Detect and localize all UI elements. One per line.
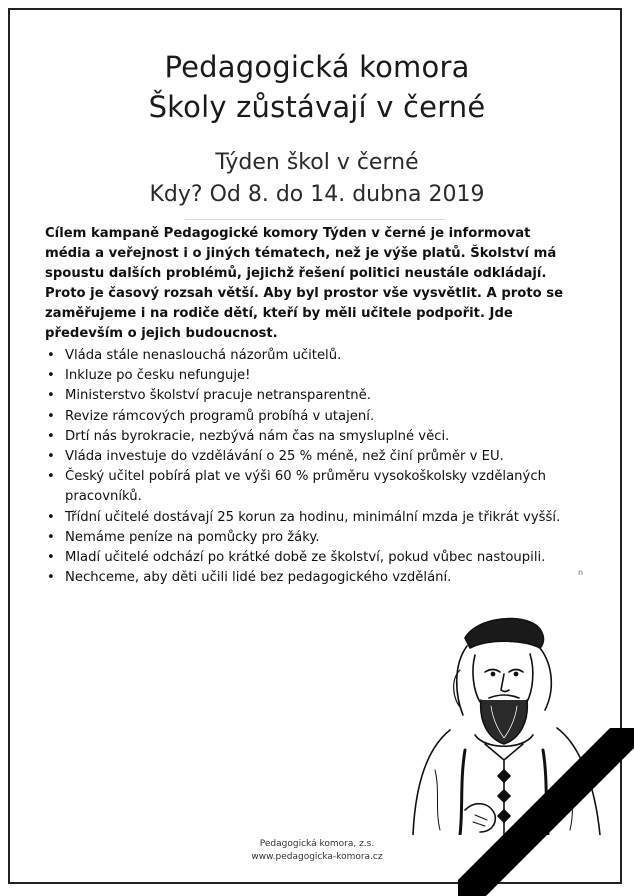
title-line-1: Pedagogická komora bbox=[164, 50, 470, 84]
list-item: • Mladí učitelé odchází po krátké době ze školství, pokud vůbec nastoupili. bbox=[45, 548, 575, 568]
list-item: • Vláda investuje do vzdělávání o 25 % méně, než činí průměr v EU. bbox=[45, 447, 575, 467]
stray-mark: n bbox=[578, 568, 584, 577]
list-item: • Český učitel pobírá plat ve výši 60 % průměru vysokoškolsky vzdělaných pracovníků. bbox=[45, 467, 575, 507]
list-item: • Nemáme peníze na pomůcky pro žáky. bbox=[45, 528, 575, 548]
list-item: • Nechceme, aby děti učili lidé bez pedagogického vzdělání. bbox=[45, 568, 575, 588]
divider bbox=[185, 219, 445, 220]
list-item: • Třídní učitelé dostávají 25 korun za hodinu, minimální mzda je třikrát vyšší. bbox=[45, 508, 575, 528]
footer-org: Pedagogická komora, z.s. bbox=[259, 839, 375, 849]
list-item: • Revize rámcových programů probíhá v utajení. bbox=[45, 407, 575, 427]
list-item: • Drtí nás byrokracie, nezbývá nám čas na smysluplné věci. bbox=[45, 427, 575, 447]
bullet-list bbox=[45, 346, 575, 588]
list-item: • Inkluze po česku nefunguje! bbox=[45, 366, 575, 386]
subtitle-line-1: Týden škol v černé bbox=[215, 150, 419, 175]
list-item: • Ministerstvo školství pracuje netransparentně. bbox=[45, 386, 575, 406]
subtitle-line-2: Kdy? Od 8. do 14. dubna 2019 bbox=[149, 182, 485, 207]
intro-paragraph: Cílem kampaně Pedagogické komory Týden v černé je informovat média a veřejnost i o jiných tématech, než je výše platů. Školství má spoustu dalších problémů, jejichž řešení politici neustále odkládají. Proto je časový rozsah větší. Aby byl prostor vše vysvětlit. A proto se zaměřujeme i na rodiče dětí, kteří by měli učitele podpořit. Jde především o jejich budoucnost. bbox=[45, 226, 564, 341]
list-item: • Vláda stále nenaslouchá názorům učitelů. bbox=[45, 346, 575, 366]
title-line-2: Školy zůstávají v černé bbox=[148, 90, 486, 124]
footer-web-link[interactable]: www.pedagogicka-komora.cz bbox=[251, 852, 383, 862]
comenius-portrait-icon bbox=[405, 610, 620, 835]
